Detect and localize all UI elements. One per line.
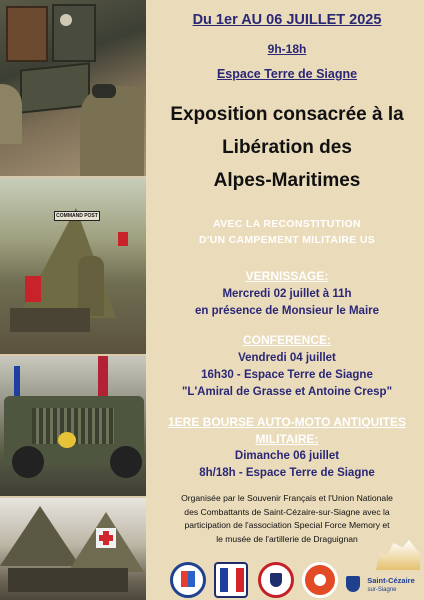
conference-line-3: "L'Amiral de Grasse et Antoine Cresp" xyxy=(181,386,393,398)
bourse-details xyxy=(152,448,422,482)
logo-special-force-memory xyxy=(258,562,294,598)
photo-medical-tent xyxy=(0,498,146,600)
conference-line-1: Vendredi 04 juillet xyxy=(238,352,336,364)
event-dates: Du 1er AU 06 JUILLET 2025 xyxy=(192,12,382,28)
jeep-wheel-right xyxy=(110,446,142,478)
vernissage-line-1: Mercredi 02 juillet à 11h xyxy=(222,288,352,300)
town-sub: sur-Siagne xyxy=(367,587,397,593)
logo-souvenir-francais xyxy=(170,562,206,598)
photo-column xyxy=(0,0,146,600)
soldier-arm xyxy=(0,84,22,144)
conference-details xyxy=(152,350,422,401)
logo-musee-artillerie xyxy=(302,562,338,598)
organizers-line-3: participation de l'association Special Force Memory et xyxy=(184,520,390,530)
logo-saint-cezaire xyxy=(346,540,422,598)
radio-set xyxy=(52,4,96,62)
conference-heading: CONFERENCE: xyxy=(242,333,331,347)
logo-unc-blue xyxy=(220,568,228,592)
event-hours: 9h-18h xyxy=(267,42,307,56)
headphones xyxy=(92,84,116,98)
organizers-line-1: Organisée par le Souvenir Français et l'Union Nationale xyxy=(181,493,393,503)
conference-line-2: 16h30 - Espace Terre de Siagne xyxy=(201,369,373,381)
logo-sf-emblem xyxy=(181,571,195,587)
vernissage-details xyxy=(152,286,422,320)
subtitle-line-1: AVEC LA RECONSTITUTION xyxy=(213,218,361,230)
us-flag xyxy=(98,356,108,396)
logo-sfm-shield xyxy=(270,573,282,587)
town-crest xyxy=(346,576,360,592)
subtitle-line-2: D'UN CAMPEMENT MILITAIRE US xyxy=(198,234,376,246)
title-line-2: Libération des xyxy=(222,137,352,158)
vernissage-heading: VERNISSAGE: xyxy=(245,269,329,283)
bourse-heading-line-2: MILITAIRE: xyxy=(255,432,319,446)
tent-sign: COMMAND POST xyxy=(54,211,100,221)
bourse-heading xyxy=(152,414,422,448)
event-venue: Espace Terre de Siagne xyxy=(216,67,358,81)
organizers-line-2: des Combattants de Saint-Cézaire-sur-Siagne avec la xyxy=(184,506,390,517)
field-radio xyxy=(20,62,90,113)
camp-crates xyxy=(10,308,90,332)
bourse-line-2: 8h/18h - Espace Terre de Siagne xyxy=(199,467,375,479)
camp-equipment xyxy=(8,568,128,592)
radio-crate xyxy=(6,6,48,62)
jeep-wheel-left xyxy=(12,446,44,478)
logo-unc-red xyxy=(236,568,244,592)
photo-command-tent xyxy=(0,178,146,354)
french-flag xyxy=(14,366,20,396)
red-flag xyxy=(25,276,41,302)
number-badge xyxy=(58,432,76,448)
logo-musee-emblem xyxy=(314,574,326,586)
red-cross-h xyxy=(99,535,113,541)
subtitle xyxy=(152,216,422,248)
exhibition-title xyxy=(152,98,422,197)
organizers-text xyxy=(156,492,418,546)
town-name: Saint-Cézaire xyxy=(367,576,415,585)
town-silhouette xyxy=(376,540,420,570)
title-line-1: Exposition consacrée à la xyxy=(170,104,404,125)
soldier-seated xyxy=(78,256,104,316)
radio-dial xyxy=(60,14,72,26)
vernissage-line-2: en présence de Monsieur le Maire xyxy=(194,305,380,317)
organizers-line-4: le musée de l'artillerie de Draguignan xyxy=(216,533,358,544)
photo-radio-operator xyxy=(0,0,146,176)
logo-unc xyxy=(214,562,248,598)
photo-military-jeep xyxy=(0,356,146,496)
bourse-line-1: Dimanche 06 juillet xyxy=(234,450,340,462)
bourse-heading-line-1: 1ERE BOURSE AUTO-MOTO ANTIQUITES xyxy=(167,415,407,429)
logo-unc-white xyxy=(228,568,236,592)
title-line-3: Alpes-Maritimes xyxy=(213,170,361,191)
small-flag xyxy=(118,232,128,246)
soldier-figure xyxy=(80,86,144,176)
